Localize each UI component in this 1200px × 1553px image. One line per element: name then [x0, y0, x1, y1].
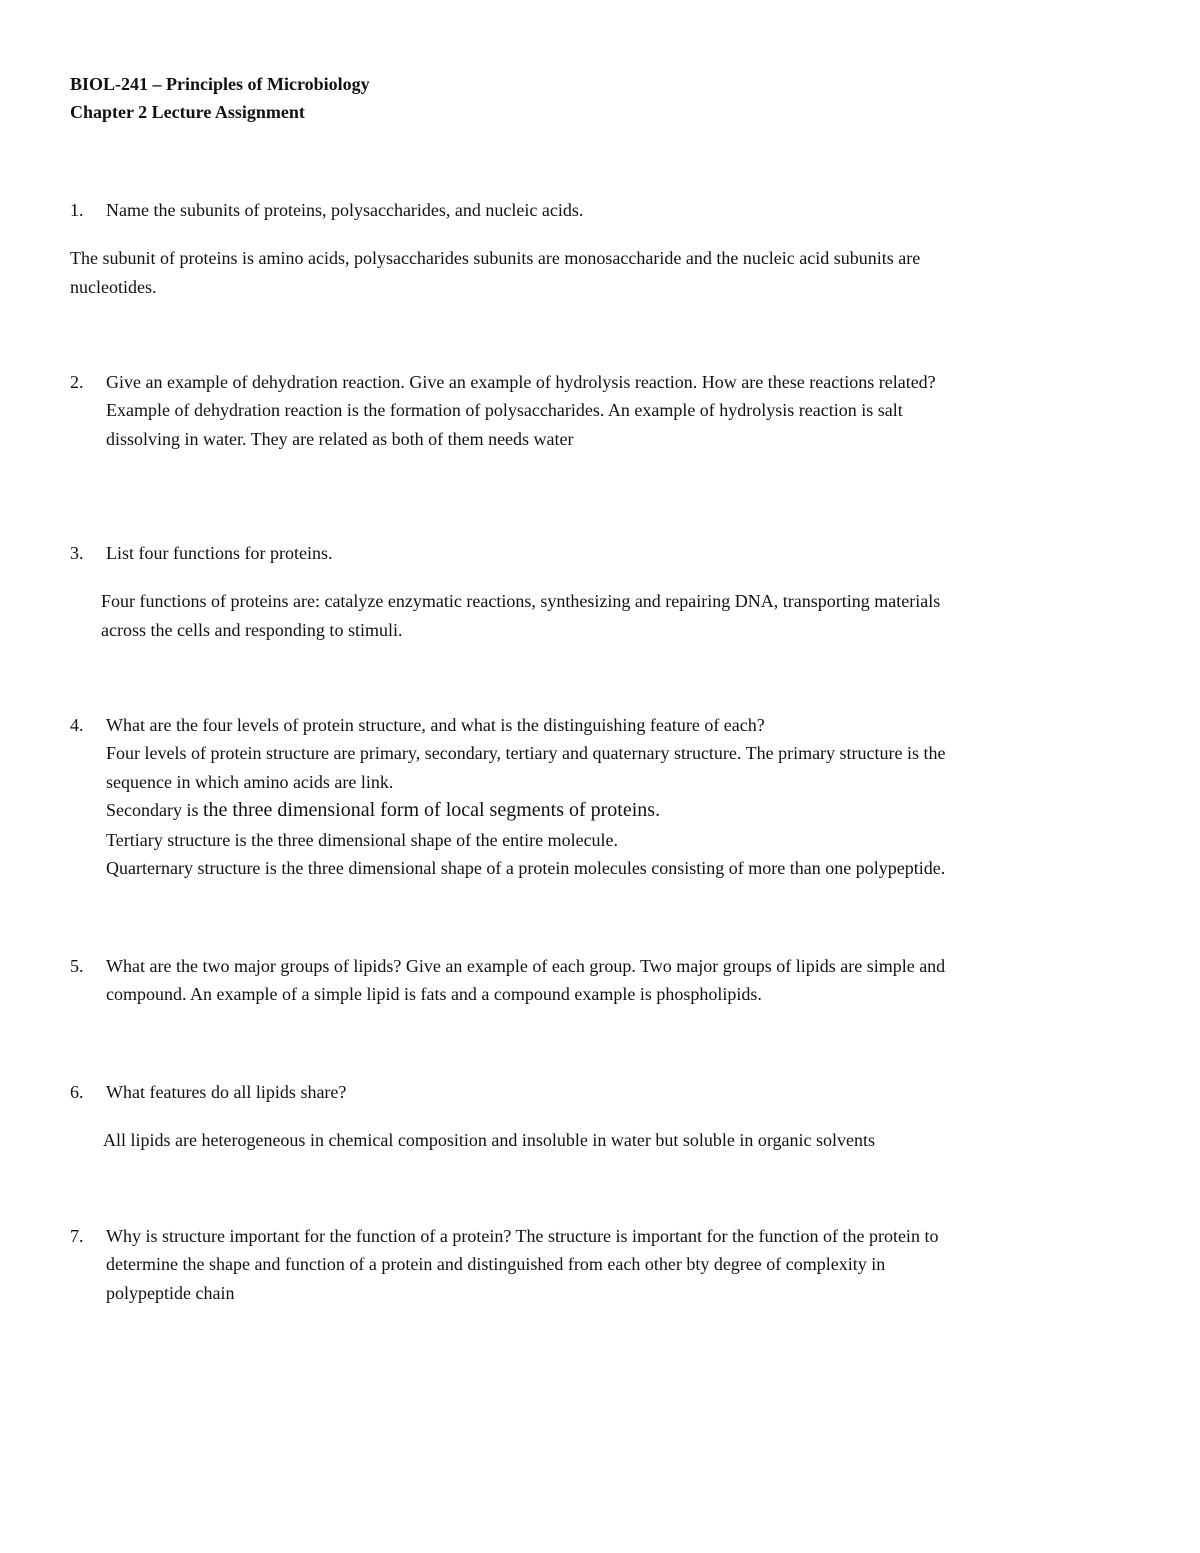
- secondary-prefix: Secondary is: [106, 800, 203, 820]
- answer-line: dissolving in water. They are related as both of them needs water: [106, 429, 574, 449]
- assignment-title: Chapter 2 Lecture Assignment: [70, 102, 305, 122]
- answer-line: nucleotides.: [70, 277, 157, 297]
- question-text: Give an example of dehydration reaction. Give an example of hydrolysis reaction. How are these reactions related?: [106, 372, 936, 392]
- question-answer-line: determine the shape and function of a protein and distinguished from each other bty degree of complexity in: [106, 1254, 886, 1274]
- answer-line-tertiary: Tertiary structure is the three dimensional shape of the entire molecule.: [106, 830, 619, 850]
- question-text: What are the four levels of protein structure, and what is the distinguishing feature of each?: [106, 715, 765, 735]
- question-number: 3.: [70, 543, 84, 563]
- answer-line: The subunit of proteins is amino acids, polysaccharides subunits are monosaccharide and the nucleic acid subunits are: [70, 248, 921, 268]
- course-title: BIOL-241 – Principles of Microbiology: [70, 74, 370, 94]
- question-answer-line: polypeptide chain: [106, 1283, 235, 1303]
- answer-line-secondary: [106, 799, 660, 821]
- question-number: 2.: [70, 372, 84, 392]
- answer-line: sequence in which amino acids are link.: [106, 772, 394, 792]
- question-text: Name the subunits of proteins, polysaccharides, and nucleic acids.: [106, 200, 584, 220]
- answer-line: Four functions of proteins are: catalyze enzymatic reactions, synthesizing and repairing DNA, transporting materials: [101, 591, 941, 611]
- question-number: 1.: [70, 200, 84, 220]
- question-number: 6.: [70, 1082, 84, 1102]
- question-number: 4.: [70, 715, 84, 735]
- question-answer-line: Why is structure important for the function of a protein? The structure is important for the function of the protein to: [106, 1226, 939, 1246]
- answer-line: Four levels of protein structure are primary, secondary, tertiary and quaternary structure. The primary structure is the: [106, 743, 946, 763]
- answer-line-quaternary: Quarternary structure is the three dimensional shape of a protein molecules consisting of more than one polypeptide.: [106, 858, 946, 878]
- question-answer-line: compound. An example of a simple lipid is fats and a compound example is phospholipids.: [106, 984, 762, 1004]
- question-number: 5.: [70, 956, 84, 976]
- answer-line: Example of dehydration reaction is the formation of polysaccharides. An example of hydrolysis reaction is salt: [106, 400, 903, 420]
- question-text: List four functions for proteins.: [106, 543, 333, 563]
- answer-line: across the cells and responding to stimuli.: [101, 620, 403, 640]
- secondary-definition: the three dimensional form of local segments of proteins.: [202, 799, 661, 821]
- question-text: What features do all lipids share?: [106, 1082, 347, 1102]
- question-number: 7.: [70, 1226, 84, 1246]
- answer-line: All lipids are heterogeneous in chemical composition and insoluble in water but soluble in organic solvents: [103, 1130, 876, 1150]
- question-answer-line: What are the two major groups of lipids? Give an example of each group. Two major groups of lipids are simple and: [106, 956, 946, 976]
